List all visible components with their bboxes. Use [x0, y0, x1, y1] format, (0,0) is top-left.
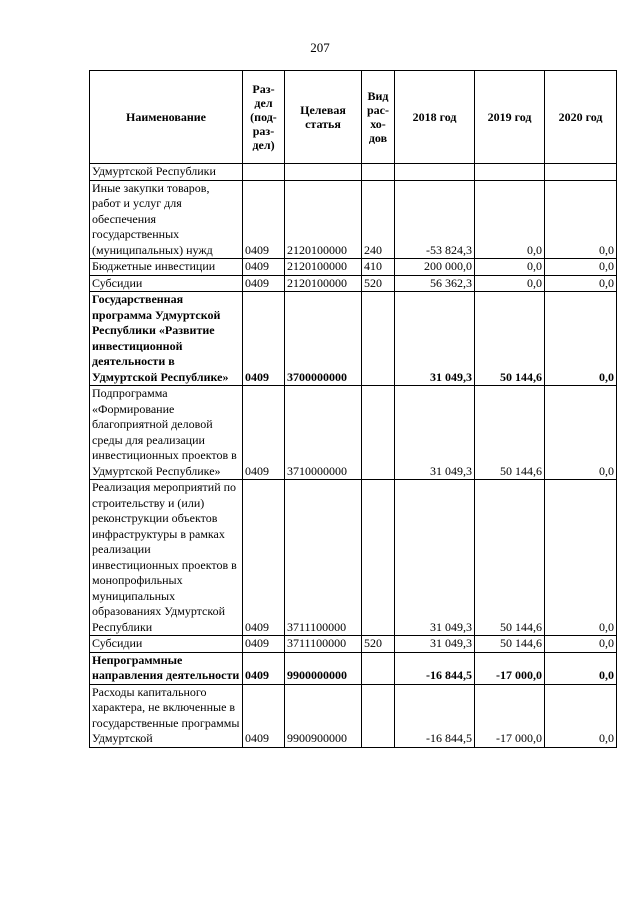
budget-table: [89, 70, 617, 748]
col-header-2020: 2020 год: [545, 71, 617, 164]
row-name: Удмуртской Республики: [90, 164, 243, 181]
row-article: 2120100000: [285, 180, 362, 259]
row-expense-type: 520: [362, 275, 395, 292]
row-section: 0409: [243, 275, 285, 292]
row-value-2020: 0,0: [545, 636, 617, 653]
table-row: [90, 292, 617, 386]
row-section: 0409: [243, 386, 285, 480]
row-value-2020: 0,0: [545, 386, 617, 480]
row-expense-type: [362, 652, 395, 684]
row-value-2018: [395, 164, 475, 181]
row-article: 3710000000: [285, 386, 362, 480]
row-name: Подпрограмма «Формирование благоприятной деловой среды для реализации инвестиционных проектов в Удмуртской Республике»: [90, 386, 243, 480]
row-article: 2120100000: [285, 259, 362, 276]
row-value-2020: 0,0: [545, 480, 617, 636]
row-section: [243, 164, 285, 181]
row-expense-type: 520: [362, 636, 395, 653]
table-row: [90, 480, 617, 636]
row-value-2018: -53 824,3: [395, 180, 475, 259]
col-header-2018: 2018 год: [395, 71, 475, 164]
row-value-2018: 31 049,3: [395, 292, 475, 386]
row-value-2018: 200 000,0: [395, 259, 475, 276]
row-value-2019: 50 144,6: [475, 636, 545, 653]
col-header-section: Раз- дел (под- раз- дел): [243, 71, 285, 164]
row-value-2018: -16 844,5: [395, 684, 475, 747]
row-article: 3711100000: [285, 480, 362, 636]
row-value-2018: 31 049,3: [395, 480, 475, 636]
row-article: 9900000000: [285, 652, 362, 684]
table-row: [90, 636, 617, 653]
col-header-2019: 2019 год: [475, 71, 545, 164]
table-row: [90, 180, 617, 259]
table-row: [90, 386, 617, 480]
row-section: 0409: [243, 259, 285, 276]
row-name: Непрограммные направления деятельности: [90, 652, 243, 684]
row-value-2018: 56 362,3: [395, 275, 475, 292]
row-name: Расходы капитального характера, не включенные в государственные программы Удмуртской: [90, 684, 243, 747]
row-article: 3711100000: [285, 636, 362, 653]
row-expense-type: [362, 684, 395, 747]
row-section: 0409: [243, 684, 285, 747]
row-value-2019: 0,0: [475, 259, 545, 276]
row-section: 0409: [243, 480, 285, 636]
row-value-2018: 31 049,3: [395, 386, 475, 480]
row-value-2019: 0,0: [475, 180, 545, 259]
row-name: Субсидии: [90, 636, 243, 653]
row-value-2019: 50 144,6: [475, 292, 545, 386]
row-expense-type: 240: [362, 180, 395, 259]
col-header-article: Целевая статья: [285, 71, 362, 164]
row-value-2020: 0,0: [545, 259, 617, 276]
row-section: 0409: [243, 180, 285, 259]
row-value-2019: 50 144,6: [475, 386, 545, 480]
row-value-2020: 0,0: [545, 652, 617, 684]
row-name: Субсидии: [90, 275, 243, 292]
row-value-2019: 0,0: [475, 275, 545, 292]
row-value-2020: [545, 164, 617, 181]
row-article: [285, 164, 362, 181]
table-row: [90, 684, 617, 747]
row-value-2018: 31 049,3: [395, 636, 475, 653]
row-value-2020: 0,0: [545, 684, 617, 747]
row-name: Бюджетные инвестиции: [90, 259, 243, 276]
table-row: [90, 259, 617, 276]
row-expense-type: [362, 164, 395, 181]
row-value-2019: [475, 164, 545, 181]
page-number: 207: [310, 40, 330, 55]
table-row: [90, 652, 617, 684]
row-article: 2120100000: [285, 275, 362, 292]
row-article: 3700000000: [285, 292, 362, 386]
row-expense-type: [362, 386, 395, 480]
row-name: Реализация мероприятий по строительству и (или) реконструкции объектов инфраструктуры в рамках реализации инвестиционных проектов в монопрофильных муниципальных образованиях Удмуртской Республики: [90, 480, 243, 636]
row-section: 0409: [243, 292, 285, 386]
row-expense-type: [362, 480, 395, 636]
row-value-2020: 0,0: [545, 180, 617, 259]
row-value-2019: -17 000,0: [475, 684, 545, 747]
col-header-name: Наименование: [90, 71, 243, 164]
table-row: [90, 275, 617, 292]
row-name: Иные закупки товаров, работ и услуг для обеспечения государственных (муниципальных) нужд: [90, 180, 243, 259]
row-value-2020: 0,0: [545, 275, 617, 292]
row-value-2019: 50 144,6: [475, 480, 545, 636]
row-name: Государственная программа Удмуртской Республики «Развитие инвестиционной деятельности в Удмуртской Республике»: [90, 292, 243, 386]
row-value-2018: -16 844,5: [395, 652, 475, 684]
table-header-row: [90, 71, 617, 164]
row-value-2019: -17 000,0: [475, 652, 545, 684]
row-value-2020: 0,0: [545, 292, 617, 386]
row-section: 0409: [243, 636, 285, 653]
row-expense-type: 410: [362, 259, 395, 276]
row-expense-type: [362, 292, 395, 386]
col-header-expense-type: Вид рас- хо- дов: [362, 71, 395, 164]
row-section: 0409: [243, 652, 285, 684]
table-row: [90, 164, 617, 181]
row-article: 9900900000: [285, 684, 362, 747]
